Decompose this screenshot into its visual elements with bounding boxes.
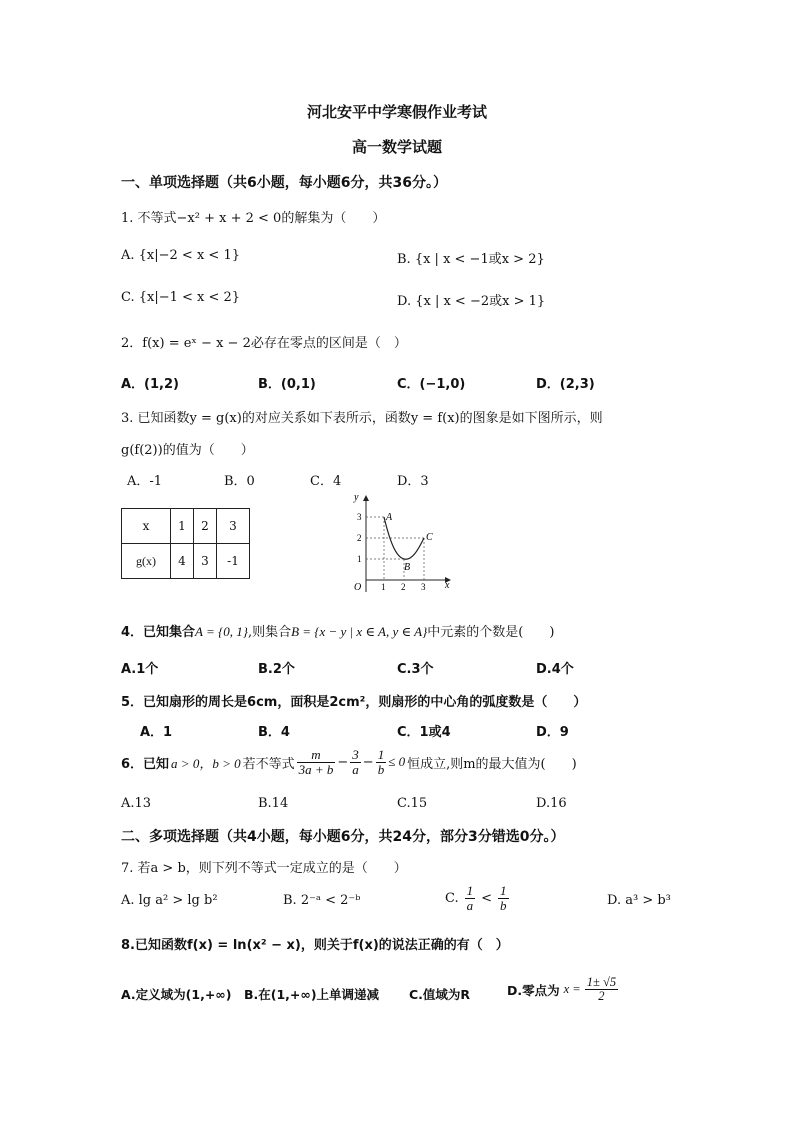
table-cell: 3 [194,544,217,579]
x-axis-label: x [445,580,450,591]
q8-option-b-text: B.在(1,+∞)上单调递减 [244,987,380,1002]
table-cell: x [122,509,171,544]
q8-option-d-fraction [585,976,618,1003]
q4-stem [121,621,554,640]
point-a-label: A [386,512,393,523]
table-cell: g(x) [122,544,171,579]
q3-stem-line2: g(f(2))的值为（ ） [121,443,254,458]
q7-option-b: B. 2⁻ᵃ < 2⁻ᵇ [283,893,361,908]
q4-set-a: A = {0, 1} [195,624,248,639]
f-function-graph [330,490,460,602]
section2-heading: 二、多项选择题（共4小题，每小题6分，共24分，部分3分错选0分。） [121,829,565,845]
q2-stem: 2．f(x) = eˣ − x − 2必存在零点的区间是（ ） [121,336,407,351]
fraction-denominator: a [352,761,359,777]
q6-option-a: A.13 [121,796,152,811]
fraction-numerator: m [297,748,336,763]
q8-option-a-text: A.定义域为(1,+∞) [121,987,232,1002]
q3-option-a: A．-1 [127,474,163,489]
x-tick-label: 2 [401,582,406,592]
q5-option-c: C．1或4 [397,725,451,740]
table-cell: 1 [171,509,194,544]
q6-fraction-1 [297,748,336,776]
q8-option-d-var: x = [563,982,581,997]
fraction-numerator: 3 [352,747,359,762]
q4-option-d: D.4个 [536,662,574,677]
fraction-denominator: 2 [598,989,605,1004]
q6-minus: − [337,754,349,770]
q4-stem-mid: ,则集合 [247,625,292,640]
fraction-numerator: 1± √5 [586,975,617,989]
q3-option-c: C．4 [310,474,342,489]
q1-option-b: B. {x | x < −1或x > 2} [397,252,545,267]
table-row [122,544,250,579]
table-cell: -1 [217,544,250,579]
q1-stem: 1. 不等式−x² + x + 2 < 0的解集为（ ） [121,211,386,226]
y-tick-label: 3 [357,512,362,522]
q7-stem: 7. 若a > b，则下列不等式一定成立的是（ ） [121,861,407,876]
y-axis-label: y [354,492,359,503]
q8-option-a [121,985,231,1003]
q6-suffix: 恒成立,则m的最大值为( ) [407,756,577,772]
q8-stem: 8.已知函数f(x) = ln(x² − x)，则关于f(x)的说法正确的有（ ） [121,938,509,953]
q1-option-a: A. {x|−2 < x < 1} [121,248,240,263]
q7-option-a: A. lg a² > lg b² [121,893,218,908]
q8-option-b [244,985,379,1003]
table-cell: 3 [217,509,250,544]
q6-option-d: D.16 [536,796,567,811]
q8-option-c-text: C.值域为R [409,987,471,1002]
q4-stem-suffix: 中元素的个数是( ) [427,625,555,640]
q4-option-a: A.1个 [121,662,159,677]
fraction-denominator: 3a + b [298,761,334,777]
q6-fraction-2 [350,748,361,776]
q5-option-b: B．4 [258,725,290,740]
q6-stem [121,748,577,776]
q6-minus: − [362,754,374,770]
table-cell: 4 [171,544,194,579]
fraction-numerator: 1 [377,747,385,762]
q3-option-d: D．3 [397,474,429,489]
x-tick-label: 1 [381,582,386,592]
table-cell: 2 [194,509,217,544]
q7-option-c-label: C. [445,890,459,906]
q6-relation: ≤ 0 [388,754,406,770]
q8-option-c [409,985,470,1003]
q5-option-d: D．9 [536,725,569,740]
q4-stem-prefix: 4．已知集合 [121,625,196,640]
origin-label: O [354,582,362,593]
q2-option-d: D．(2,3) [536,377,595,392]
q6-prefix: 6．已知 [121,756,170,772]
q7-fraction-left [465,884,476,912]
q7-option-c-relation: < [481,890,493,906]
q7-fraction-right [498,884,509,912]
fraction-denominator: a [466,897,474,913]
q7-option-d: D. a³ > b³ [607,893,671,908]
exam-title: 河北安平中学寒假作业考试 [306,103,487,121]
q2-option-a: A．(1,2) [121,377,179,392]
fraction-numerator: 1 [466,883,474,898]
q2-option-c: C．(−1,0) [397,377,466,392]
q3-option-b: B．0 [224,474,255,489]
q3-stem-line1: 3. 已知函数y = g(x)的对应关系如下表所示，函数y = f(x)的图象是如下图所示，则 [121,411,603,426]
q4-set-b: B = {x − y | x ∈ A, y ∈ A} [291,624,428,639]
point-c-label: C [426,532,433,543]
q4-option-c: C.3个 [397,662,434,677]
q7-option-c [445,884,509,912]
q6-condition: a > 0，b > 0 [171,755,241,771]
q6-fraction-3 [376,748,387,776]
q1-option-c: C. {x|−1 < x < 2} [121,290,241,305]
section1-heading: 一、单项选择题（共6小题，每小题6分，共36分。） [121,175,447,191]
q1-option-d: D. {x | x < −2或x > 1} [397,294,546,309]
table-row [122,509,250,544]
q2-option-b: B．(0,1) [258,377,316,392]
q6-option-b: B.14 [258,796,289,811]
q5-option-a: A．1 [140,725,173,740]
fraction-denominator: b [500,897,507,913]
q6-option-c: C.15 [397,796,428,811]
x-tick-label: 3 [421,582,426,592]
q5-stem: 5．已知扇形的周长是6cm，面积是2cm²，则扇形的中心角的弧度数是（ ） [121,695,587,710]
q4-option-b: B.2个 [258,662,295,677]
q6-mid: 若不等式 [242,756,295,772]
point-b-label: B [404,562,411,573]
exam-subtitle: 高一数学试题 [351,138,442,156]
g-function-table [121,508,250,579]
fraction-denominator: b [377,761,385,777]
q8-option-d-prefix: D.零点为 [507,982,560,998]
q8-option-d [507,976,618,1003]
fraction-numerator: 1 [500,883,507,898]
y-tick-label: 2 [357,533,362,543]
y-tick-label: 1 [357,554,362,564]
